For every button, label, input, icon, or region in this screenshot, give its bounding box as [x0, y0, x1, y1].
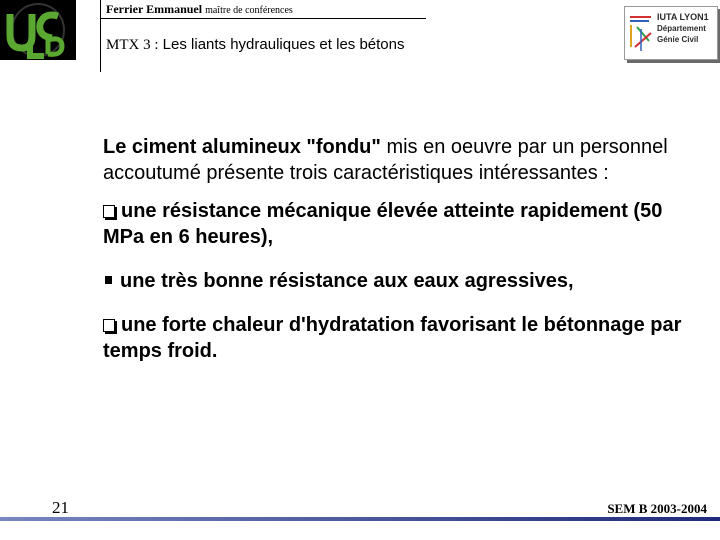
header-horizontal-rule	[100, 18, 426, 19]
bullet-text: une très bonne résistance aux eaux agressives,	[120, 270, 574, 292]
slide-content	[103, 134, 703, 382]
bullet-item	[103, 312, 703, 364]
iuta-logo-text	[657, 12, 709, 45]
page-number: 21	[52, 498, 69, 517]
course-title-text: Les liants hydrauliques et les bétons	[162, 36, 405, 53]
iuta-lyon1-logo-icon	[624, 6, 718, 60]
course-code: MTX 3 :	[106, 37, 159, 53]
course-title	[106, 36, 405, 54]
author-line	[106, 2, 293, 17]
bullet-item	[103, 198, 703, 250]
iuta-logo-graphic	[627, 11, 655, 55]
footer-rule	[0, 517, 720, 521]
iuta-logo-line2: Génie Civil	[657, 35, 699, 44]
intro-highlight: Le ciment alumineux "fondu"	[103, 136, 381, 158]
author-name: Ferrier Emmanuel	[106, 2, 203, 16]
square-icon	[105, 276, 112, 284]
bullet-text: une forte chaleur d'hydratation favorisant le bétonnage par temps froid.	[103, 314, 682, 362]
bullet-item	[103, 268, 703, 294]
iuta-logo-line1: Département	[657, 24, 706, 33]
iuta-logo-title: IUTA LYON1	[657, 12, 709, 22]
bullet-text: une résistance mécanique élevée atteinte rapidement (50 MPa en 6 heures),	[103, 200, 663, 248]
intro-paragraph	[103, 134, 703, 186]
ucbl-logo-graphic	[0, 0, 76, 60]
box-icon	[103, 205, 115, 218]
course-reference: SEM B 2003-2004	[607, 501, 707, 516]
intro-text: mis en oeuvre par un personnel accoutumé présente trois caractéristiques intéressantes :	[103, 136, 668, 184]
ucbl-logo-icon	[0, 0, 76, 60]
box-icon	[103, 319, 115, 332]
header-vertical-rule	[100, 0, 101, 72]
author-role: maître de conférences	[205, 5, 293, 16]
